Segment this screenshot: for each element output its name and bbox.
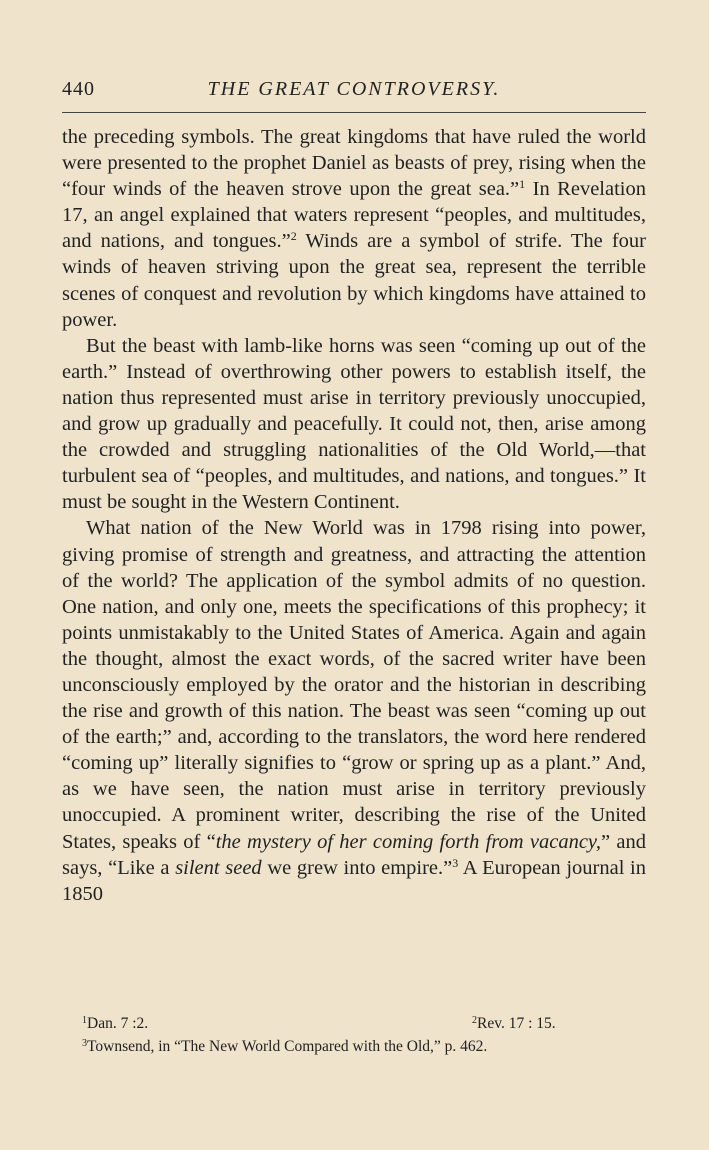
italic-silent-seed: silent seed xyxy=(175,856,262,879)
footnote-3: $^3$Townsend, in “The New World Compared with the Old,” p. 462. xyxy=(82,1038,488,1055)
header-rule xyxy=(62,112,646,113)
footnote-ref-3: 3 xyxy=(452,855,459,870)
footnote-1: $^1$Dan. 7 :2. xyxy=(82,1015,149,1032)
italic-quote-mystery: the mystery of her coming forth from vacancy, xyxy=(215,830,602,853)
running-title: THE GREAT CONTROVERSY. xyxy=(207,78,501,100)
footnote-2: $^2$Rev. 17 : 15. xyxy=(472,1015,556,1032)
page-header xyxy=(62,78,646,108)
body-text xyxy=(62,124,646,907)
footnote-ref-2: 2 xyxy=(290,229,297,244)
page-number: 440 xyxy=(62,78,95,100)
paragraph-3: What nation of the New World was in 1798 rising into power, giving promise of strength and greatness, and attracting the attention of the world? The application of the symbol admits of no question. One nation, and only one, meets the specifications of this prophecy; it points unmistakably to the United States of America. Again and again the thought, almost the exact words, of the sacred writer have been unconsciously employed by the orator and the historian in describing the rise and growth of this nation. The beast was seen “coming up out of the earth;” and, according to the translators, the word here rendered “coming up” literally signifies to “grow or spring up as a plant.” And, as we have seen, the nation must arise in territory previously unoccupied. A prominent writer, describing the rise of the United States, speaks of “the mystery of her coming forth from vacancy,” and says, “Like a silent seed we grew into empire.”$^3$ A European journal in 1850 xyxy=(62,517,646,905)
footnote-ref-1: 1 xyxy=(519,177,526,192)
paragraph-2: But the beast with lamb-like horns was seen “coming up out of the earth.” Instead of overthrowing other powers to establish itself, the nation thus represented must arise in territory previously unoccupied, and grow up gradually and peacefully. It could not, then, arise among the crowded and struggling nationalities of the Old World,—that turbulent sea of “peoples, and multitudes, and nations, and tongues.” It must be sought in the Western Continent. xyxy=(62,334,646,514)
footnotes xyxy=(62,1012,646,1058)
paragraph-1: the preceding symbols. The great kingdoms that have ruled the world were presented to the prophet Daniel as beasts of prey, rising when the “four winds of the heaven strove upon the great sea.”$^1$ In Revelation 17, an angel explained that waters represent “peoples, and multitudes, and nations, and tongues.”$^2$ Winds are a symbol of strife. The four winds of heaven striving upon the great sea, represent the terrible scenes of conquest and revolution by which kingdoms have attained to power. xyxy=(62,126,646,331)
